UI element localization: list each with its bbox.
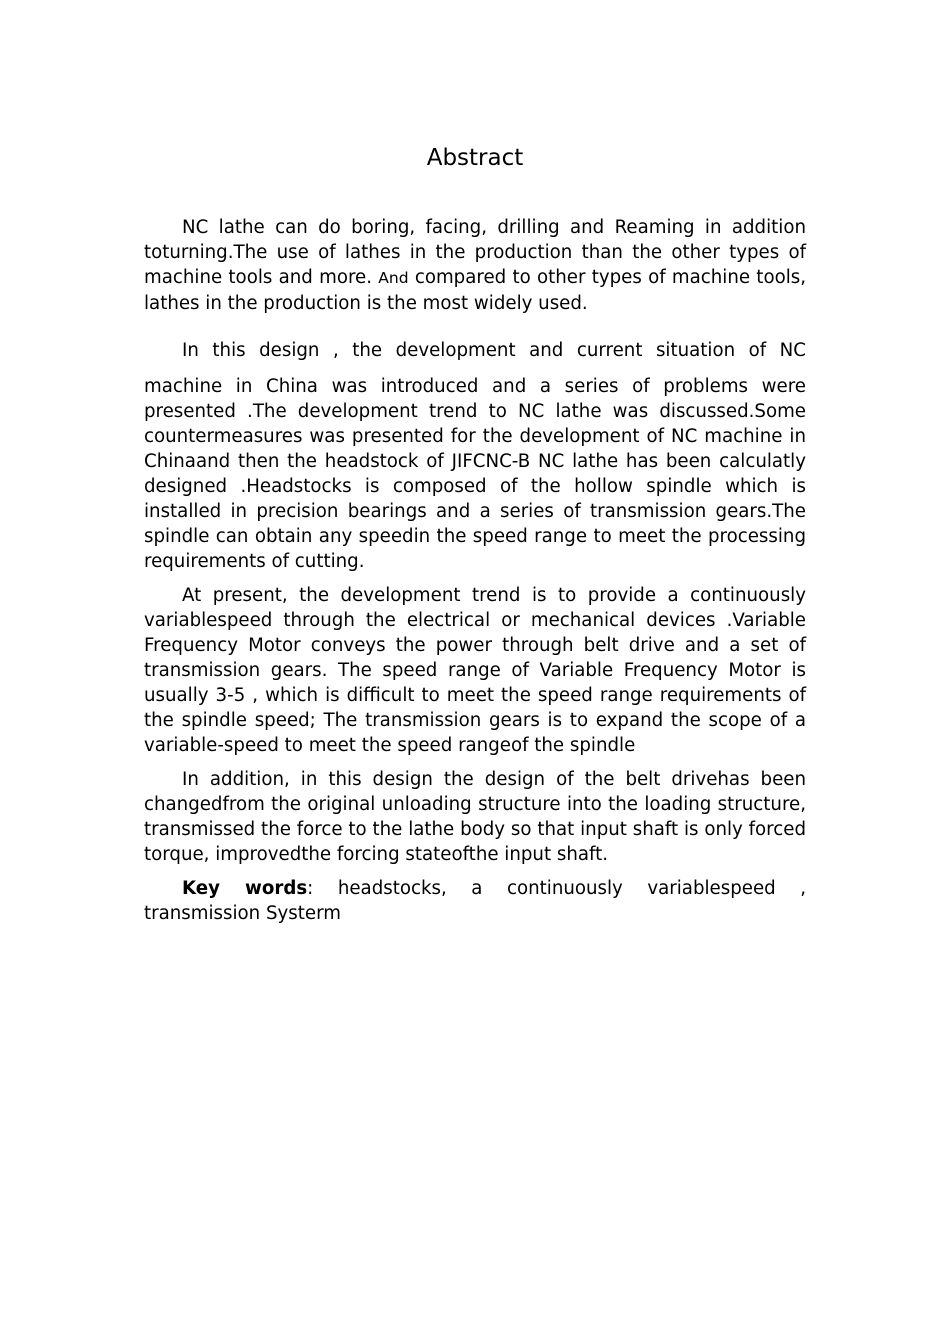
page-title: Abstract [426, 145, 524, 171]
paragraph-development-trend: At present, the development trend is to provide a continuously variablespeed through the electrical or mechanical devices .Variable Frequency Motor conveys the power through belt drive and a set of transmission gears. The speed range of Variable Frequency Motor is usually 3-5 , which is difficult to meet the speed range requirements of the spindle speed; The transmission gears is to expand the scope of a variable-speed to meet the speed rangeof the spindle [144, 585, 806, 756]
paragraph-design-first-line: In this design , the development and current situation of NC [182, 340, 806, 361]
paragraph-belt-drive: In addition, in this design the design of the belt drivehas been changedfrom the original unloading structure into the loading structure, transmissed the force to the lathe body so that input shaft is only forced torque, improvedthe forcing stateofthe input shaft. [144, 769, 806, 865]
paragraph-intro-part2: compared to other types of machine tools, lathes in the production is the most widely used. [144, 267, 807, 314]
paragraph-design: machine in China was introduced and a series of problems were presented .The development trend to NC lathe was discussed.Some countermeasures was presented for the development of NC machine in Chinaand then the headstock of JIFCNC-B NC lathe has been calculatly designed .Headstocks is composed of the hollow spindle which is installed in precision bearings and a series of transmission gears.The spindle can obtain any speedin the speed range to meet the processing requirements of cutting. [144, 376, 806, 572]
keywords-label: Key words [182, 878, 308, 899]
keywords-text: : headstocks, a continuously variablespeed , transmission Systerm [144, 878, 806, 924]
paragraph-intro-part1: NC lathe can do boring, facing, drilling and Reaming in addition toturning.The use of lathes in the production than the other types of machine tools and more. [144, 217, 806, 288]
paragraph-intro [144, 215, 806, 316]
keywords [144, 876, 806, 926]
paragraph-intro-and: And [378, 269, 409, 287]
